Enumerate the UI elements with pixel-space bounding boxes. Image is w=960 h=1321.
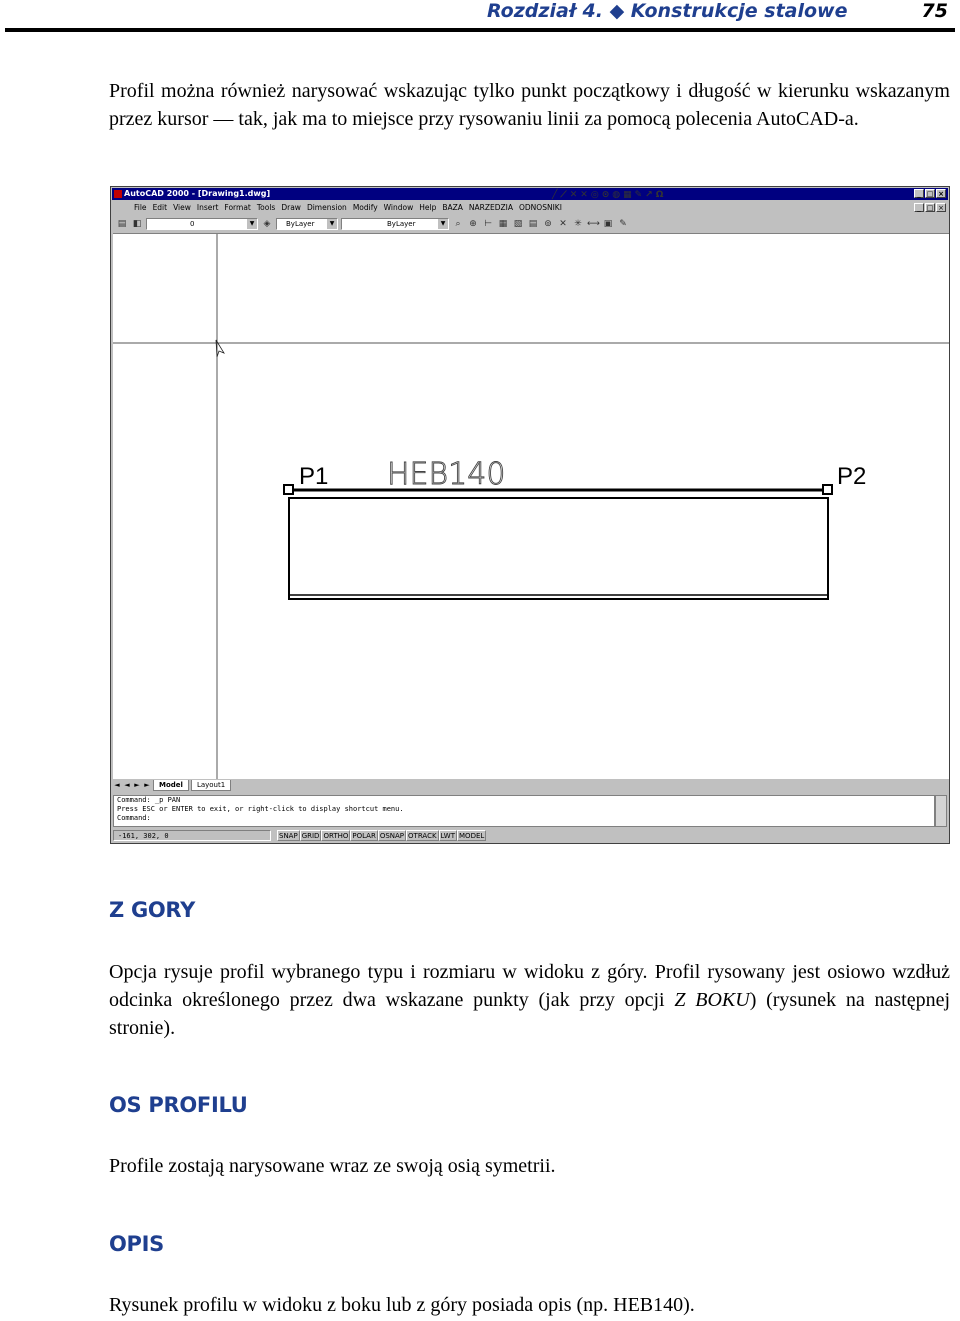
edit-icon[interactable]: ✎ [619, 219, 627, 229]
first-tab-icon[interactable]: ◄ [114, 781, 120, 789]
point-marker-p1 [284, 485, 293, 494]
autocad-menubar [112, 202, 948, 214]
autocad-app-icon [114, 190, 122, 198]
linetype-combo[interactable] [341, 218, 449, 230]
command-scrollbar[interactable] [935, 795, 947, 827]
make-current-icon[interactable]: ◈ [263, 219, 271, 229]
page-number: 75 [921, 0, 948, 22]
grid-toggle-icon[interactable]: ▦ [498, 219, 508, 229]
dimension-icon[interactable]: ⊢ [484, 219, 492, 229]
z-gory-text-2: ) (rysunek na następnej stronie). [109, 989, 951, 1039]
grid-icon[interactable]: ▦ [623, 190, 632, 200]
block-icon[interactable]: ▣ [603, 219, 613, 229]
chevron-down-icon: ▼ [438, 219, 448, 229]
trim-icon[interactable]: ✕ [580, 190, 588, 200]
explode-icon[interactable]: ✳ [574, 219, 582, 229]
magnet-icon[interactable]: Ω [655, 190, 664, 200]
window-controls [914, 189, 946, 198]
next-tab-icon[interactable]: ► [134, 781, 140, 789]
z-gory-emphasis: Z BOKU [674, 989, 750, 1011]
circle-icon[interactable]: ◎ [590, 190, 599, 200]
menu-edit[interactable]: Edit [152, 203, 168, 212]
drawing-area[interactable] [113, 233, 949, 779]
tab-layout1[interactable]: Layout1 [191, 780, 231, 791]
line-icon[interactable]: ⟷ [587, 219, 600, 229]
point-marker-p2 [823, 485, 832, 494]
circle-pair-icon[interactable]: ⊚ [544, 219, 552, 229]
status-toggles [277, 830, 486, 841]
zoom-window-icon[interactable]: ⊕ [469, 219, 477, 229]
toggle-snap[interactable]: SNAP [279, 832, 298, 840]
doc-close-button[interactable]: × [936, 203, 946, 212]
tangent-icon[interactable]: ◍ [612, 190, 621, 200]
menu-baza[interactable]: BAZA [442, 203, 463, 212]
erase-icon[interactable]: ✕ [569, 190, 578, 200]
prev-tab-icon[interactable]: ◄ [124, 781, 130, 789]
command-line-3: Command: [117, 814, 151, 822]
chevron-down-icon: ▼ [327, 219, 337, 229]
command-line-2: Press ESC or ENTER to exit, or right-click to display shortcut menu. [117, 805, 404, 813]
label-profile: HEB140 [387, 457, 506, 492]
layer-value: 0 [190, 220, 195, 228]
properties-toolbar [112, 215, 948, 233]
menu-window[interactable]: Window [383, 203, 414, 212]
paragraph-z-gory [109, 958, 950, 1042]
zoom-icon[interactable]: ⌕ [455, 219, 461, 229]
menu-format[interactable]: Format [224, 203, 251, 212]
toggle-osnap[interactable]: OSNAP [379, 832, 405, 840]
linetype-value: ByLayer [387, 220, 416, 228]
heading-opis: OPIS [109, 1232, 164, 1256]
hatch-icon[interactable]: ▧ [513, 219, 523, 229]
toggle-model[interactable]: MODEL [459, 832, 485, 840]
heading-z-gory: Z GORY [109, 898, 196, 922]
tab-model[interactable]: Model [153, 780, 189, 791]
menu-view[interactable]: View [173, 203, 191, 212]
minimize-button[interactable]: _ [914, 189, 924, 198]
paragraph-os-profilu: Profile zostają narysowane wraz ze swoją osią symetrii. [109, 1155, 556, 1177]
pencil-icon[interactable]: ✎ [634, 190, 643, 200]
color-combo[interactable] [276, 218, 338, 230]
command-line-1: Command: _p PAN [117, 796, 181, 804]
maximize-button[interactable]: □ [926, 190, 934, 198]
cross-icon[interactable]: ✕ [559, 219, 567, 229]
table-icon[interactable]: ▤ [528, 219, 538, 229]
menu-help[interactable]: Help [419, 203, 437, 212]
autocad-screenshot [110, 186, 950, 844]
header-rule [5, 28, 955, 32]
menu-file[interactable]: File [134, 203, 147, 212]
command-window[interactable] [113, 795, 935, 827]
polyline-icon[interactable]: ⟋ [560, 190, 567, 200]
top-toolbar-icons [552, 188, 663, 202]
menu-tools[interactable]: Tools [256, 203, 276, 212]
toggle-grid[interactable]: GRID [301, 832, 320, 840]
profile-outline [289, 498, 828, 599]
layout-tabs [113, 780, 947, 790]
toggle-ortho[interactable]: ORTHO [323, 832, 349, 840]
menu-modify[interactable]: Modify [352, 203, 378, 212]
close-button[interactable]: × [936, 189, 946, 198]
menu-dimension[interactable]: Dimension [306, 203, 347, 212]
menu-odnosniki[interactable]: ODNOSNIKI [519, 203, 562, 212]
autocad-titlebar [112, 188, 948, 200]
menu-narzedzia[interactable]: NARZEDZIA [468, 203, 513, 212]
doc-maximize-button[interactable]: □ [926, 204, 934, 212]
z-gory-text-1: Opcja rysuje profil wybranego typu i rozmiaru w widoku z góry. Profil rysowany jest osiowo wzdłuż odcinka określonego przez dwa wskazane punkty (jak przy opcji [109, 961, 950, 1011]
toggle-otrack[interactable]: OTRACK [408, 832, 437, 840]
draw-icon[interactable]: ╱ [552, 190, 558, 200]
label-p1: P1 [299, 463, 329, 490]
autocad-window-title: AutoCAD 2000 - [Drawing1.dwg] [124, 189, 271, 198]
toggle-lwt[interactable]: LWT [440, 832, 456, 840]
status-bar [113, 830, 947, 841]
menu-insert[interactable]: Insert [196, 203, 219, 212]
coordinates-readout: -161, 302, 0 [113, 830, 271, 841]
color-value: ByLayer [286, 220, 315, 228]
layers-icon[interactable]: ▤ [117, 219, 127, 229]
layer-state-icon[interactable]: ◧ [132, 219, 142, 229]
label-p2: P2 [837, 463, 867, 490]
doc-minimize-button[interactable]: _ [914, 203, 924, 212]
osnap-icon[interactable]: ⊙ [601, 190, 610, 200]
heading-os-profilu: OS PROFILU [109, 1093, 248, 1117]
arrow-icon[interactable]: ↗ [645, 190, 653, 200]
menu-draw[interactable]: Draw [281, 203, 301, 212]
layer-combo[interactable] [146, 218, 258, 230]
document-window-controls [914, 203, 946, 212]
paragraph-opis: Rysunek profilu w widoku z boku lub z góry posiada opis (np. HEB140). [109, 1294, 695, 1316]
drawing-canvas [113, 234, 949, 779]
chevron-down-icon: ▼ [247, 219, 257, 229]
intro-paragraph: Profil można również narysować wskazując tylko punkt początkowy i długość w kierunku wskazanym przez kursor — tak, jak ma to miejsce przy rysowaniu linii za pomocą polecenia AutoCAD-a. [109, 80, 950, 130]
last-tab-icon[interactable]: ► [144, 781, 150, 789]
toggle-polar[interactable]: POLAR [352, 832, 376, 840]
chapter-title: Rozdział 4. ◆ Konstrukcje stalowe [487, 0, 848, 22]
running-header [0, 0, 960, 34]
